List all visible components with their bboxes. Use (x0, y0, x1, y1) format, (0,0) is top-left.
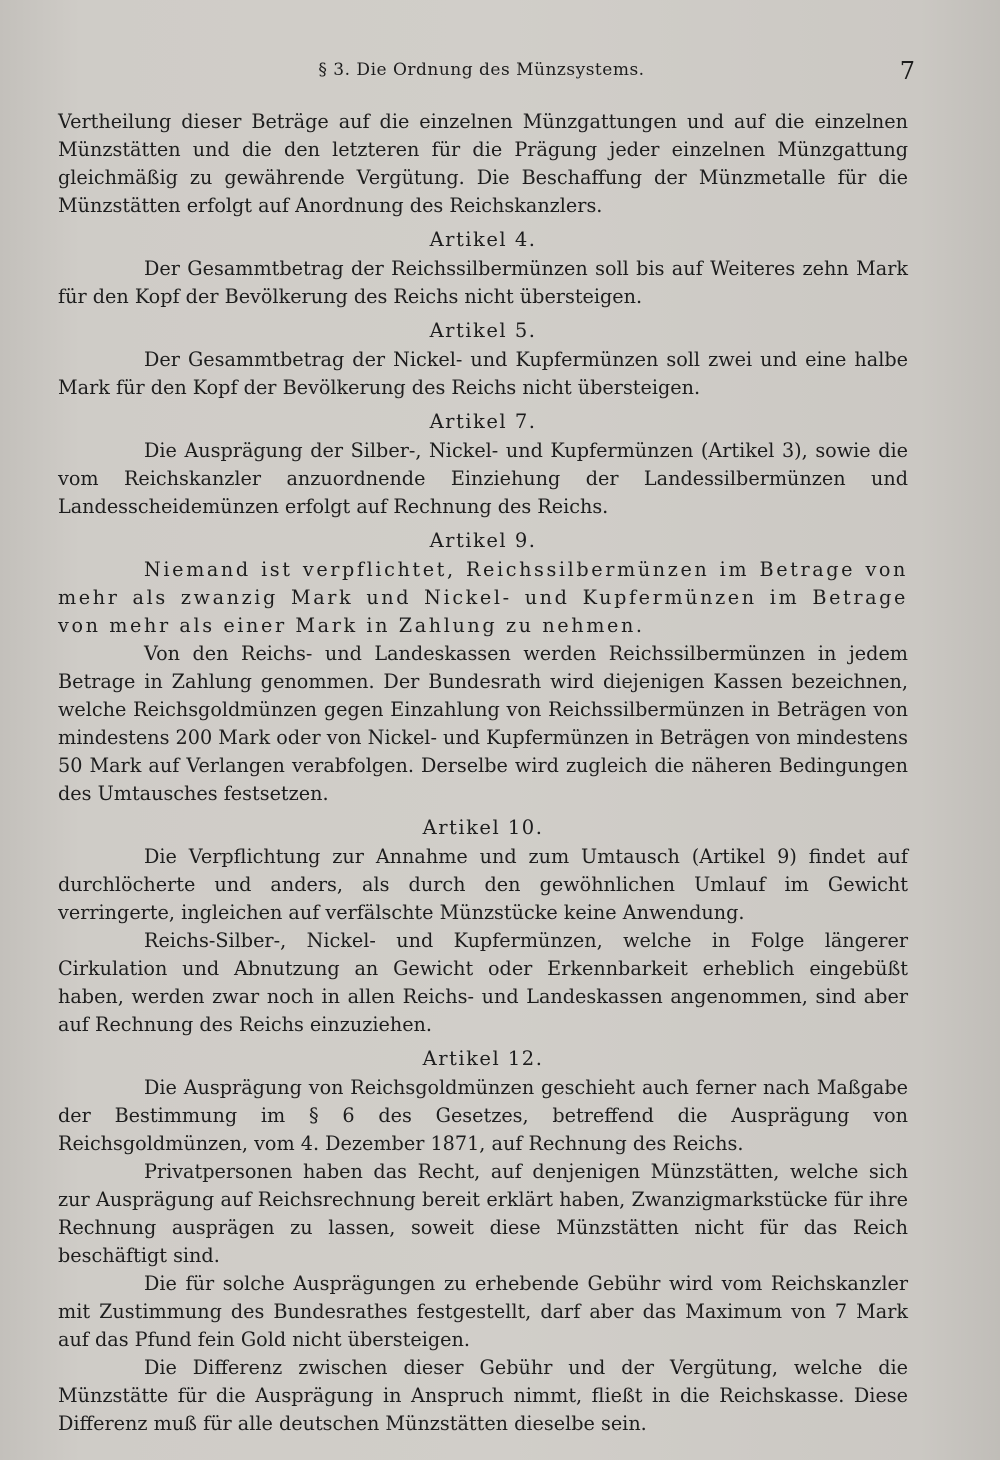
page-number: 7 (899, 57, 915, 85)
intro-paragraph: Vertheilung dieser Beträge auf die einzelnen Münzgattungen und auf die einzelnen Münzstätten und die den letzteren für die Prägung jeder einzelnen Münzgattung gleichmäßig zu gewährende Vergütung. Die Beschaffung der Münzmetalle für die Münzstätten erfolgt auf Anordnung des Reichskanzlers. (58, 110, 908, 217)
page-header (58, 57, 915, 90)
running-head: § 3. Die Ordnung des Münzsystems. (318, 60, 645, 80)
article-4-heading: Artikel 4. (429, 228, 537, 251)
article-10-paragraph-2: Reichs-Silber-, Nickel- und Kupfermünzen, welche in Folge längerer Cirkulation und Abnutzung an Gewicht oder Erkennbarkeit erheblich eingebüßt haben, werden zwar noch in allen Reichs- und Landeskassen angenommen, sind aber auf Rechnung des Reichs einzuziehen. (58, 929, 908, 1036)
article-12-paragraph-3: Die für solche Ausprägungen zu erhebende Gebühr wird vom Reichskanzler mit Zustimmung des Bundesrathes festgestellt, darf aber das Maximum von 7 Mark auf das Pfund fein Gold nicht übersteigen. (58, 1272, 908, 1351)
article-4-paragraph: Der Gesammtbetrag der Reichssilbermünzen soll bis auf Weiteres zehn Mark für den Kopf der Bevölkerung des Reichs nicht übersteigen. (58, 257, 908, 308)
article-7-heading: Artikel 7. (429, 410, 537, 433)
article-9-paragraph-2: Von den Reichs- und Landeskassen werden Reichssilbermünzen in jedem Betrage in Zahlung genommen. Der Bundesrath wird diejenigen Kassen bezeichnen, welche Reichsgoldmünzen gegen Einzahlung von Reichssilbermünzen in Beträgen von mindestens 200 Mark oder von Nickel- und Kupfermünzen in Beträgen von mindestens 50 Mark auf Verlangen verabfolgen. Derselbe wird zugleich die näheren Bedingungen des Umtausches festsetzen. (58, 642, 908, 805)
article-9-paragraph-1: Niemand ist verpflichtet, Reichssilbermünzen im Betrage von mehr als zwanzig Mark und Nickel- und Kupfermünzen im Betrage von mehr als einer Mark in Zahlung zu nehmen. (58, 558, 908, 637)
article-10-paragraph-1: Die Verpflichtung zur Annahme und zum Umtausch (Artikel 9) findet auf durchlöcherte und anders, als durch den gewöhnlichen Umlauf im Gewicht verringerte, ingleichen auf verfälschte Münzstücke keine Anwendung. (58, 845, 908, 924)
article-5-heading: Artikel 5. (429, 319, 537, 342)
article-12-paragraph-4: Die Differenz zwischen dieser Gebühr und der Vergütung, welche die Münzstätte für die Ausprägung in Anspruch nimmt, fließt in die Reichskasse. Diese Differenz muß für alle deutschen Münzstätten dieselbe sein. (58, 1356, 908, 1435)
article-12-heading: Artikel 12. (422, 1047, 544, 1070)
article-10-heading: Artikel 10. (422, 816, 544, 839)
page-body (58, 108, 908, 1438)
article-5-paragraph: Der Gesammtbetrag der Nickel- und Kupfermünzen soll zwei und eine halbe Mark für den Kopf der Bevölkerung des Reichs nicht übersteigen. (58, 348, 908, 399)
article-9-heading: Artikel 9. (429, 529, 537, 552)
article-12-paragraph-1: Die Ausprägung von Reichsgoldmünzen geschieht auch ferner nach Maßgabe der Bestimmung im § 6 des Gesetzes, betreffend die Ausprägung von Reichsgoldmünzen, vom 4. Dezember 1871, auf Rechnung des Reichs. (58, 1076, 908, 1155)
article-7-paragraph: Die Ausprägung der Silber-, Nickel- und Kupfermünzen (Artikel 3), sowie die vom Reichskanzler anzuordnende Einziehung der Landessilbermünzen und Landesscheidemünzen erfolgt auf Rechnung des Reichs. (58, 439, 908, 518)
article-12-paragraph-2: Privatpersonen haben das Recht, auf denjenigen Münzstätten, welche sich zur Ausprägung auf Reichsrechnung bereit erklärt haben, Zwanzigmarkstücke für ihre Rechnung ausprägen zu lassen, soweit diese Münzstätten nicht für das Reich beschäftigt sind. (58, 1160, 908, 1267)
